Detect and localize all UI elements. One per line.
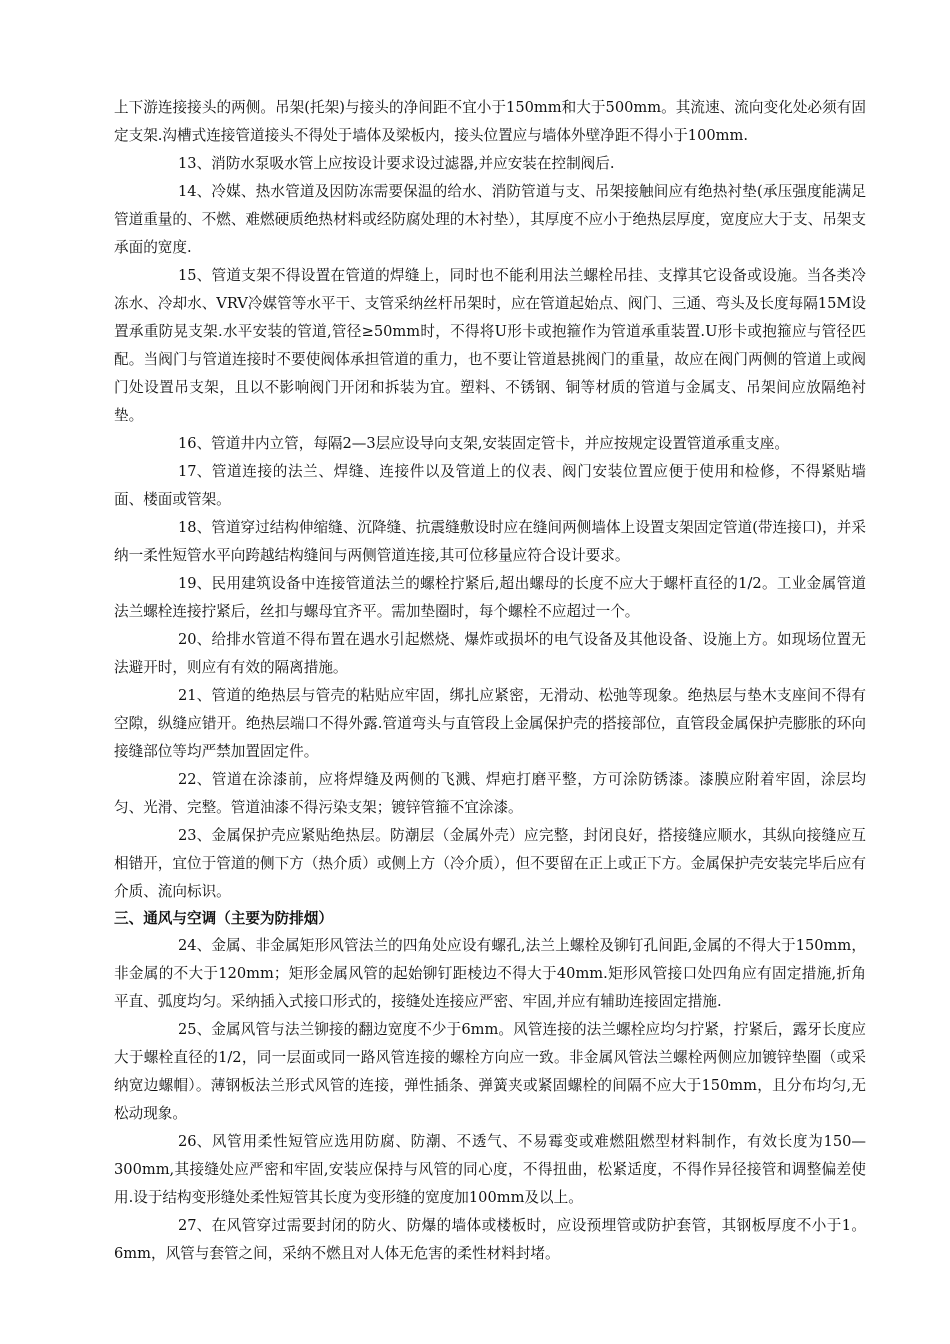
clause-paragraph	[114, 430, 866, 458]
clause-text: 金属风管与法兰铆接的翻边宽度不少于6mm。风管连接的法兰螺栓应均匀拧紧，拧紧后，露牙长度应大于螺栓直径的1/2，同一层面或同一路风管连接的螺栓方向应一致。非金属风管法兰螺栓两侧应加镀锌垫圈（或采纳宽边螺帽）。薄钢板法兰形式风管的连接，弹性插条、弹簧夹或紧固螺栓的间隔不应大于150mm，且分布均匀,无松动现象。	[114, 1021, 866, 1122]
clause-number: 23、	[178, 827, 212, 844]
clause-number: 22、	[178, 771, 212, 788]
clause-number: 24、	[178, 937, 212, 954]
clause-number: 19、	[178, 575, 212, 592]
clause-paragraph	[114, 178, 866, 262]
clause-paragraph	[114, 262, 866, 430]
clause-number: 17、	[178, 463, 212, 480]
clause-paragraph	[114, 822, 866, 906]
clause-paragraph	[114, 682, 866, 766]
clause-text: 风管用柔性短管应选用防腐、防潮、不透气、不易霉变或难燃阻燃型材料制作，有效长度为150—300mm,其接缝处应严密和牢固,安装应保持与风管的同心度，不得扭曲，松紧适度，不得作异径接管和调整偏差使用.设于结构变形缝处柔性短管其长度为变形缝的宽度加100mm及以上。	[114, 1133, 866, 1206]
clause-paragraph	[114, 626, 866, 682]
clause-number: 13、	[178, 155, 212, 172]
clause-number: 25、	[178, 1021, 212, 1038]
clause-paragraph	[114, 458, 866, 514]
clause-list-plumbing	[114, 150, 866, 906]
clause-number: 27、	[178, 1217, 212, 1234]
clause-text: 冷媒、热水管道及因防冻需要保温的给水、消防管道与支、吊架接触间应有绝热衬垫(承压强度能满足管道重量的、不燃、难燃硬质绝热材料或经防腐处理的木衬垫），其厚度不应小于绝热层厚度，宽度应大于支、吊架支承面的宽度.	[114, 183, 866, 256]
clause-text: 消防水泵吸水管上应按设计要求设过滤器,并应安装在控制阀后.	[211, 155, 615, 172]
clause-number: 20、	[178, 631, 212, 648]
clause-text: 金属、非金属矩形风管法兰的四角处应设有螺孔,法兰上螺栓及铆钉孔间距,金属的不得大于150mm，非金属的不大于120mm；矩形金属风管的起始铆钉距棱边不得大于40mm.矩形风管接口处四角应有固定措施,折角平直、弧度均匀。采纳插入式接口形式的，接缝处连接应严密、牢固,并应有辅助连接固定措施.	[114, 937, 866, 1010]
clause-paragraph	[114, 1016, 866, 1128]
clause-text: 给排水管道不得布置在遇水引起燃烧、爆炸或损坏的电气设备及其他设备、设施上方。如现场位置无法避开时，则应有有效的隔离措施。	[114, 631, 866, 676]
clause-paragraph	[114, 766, 866, 822]
clause-paragraph	[114, 1212, 866, 1268]
clause-paragraph	[114, 570, 866, 626]
clause-paragraph	[114, 1128, 866, 1212]
clause-text: 管道的绝热层与管壳的粘贴应牢固，绑扎应紧密，无滑动、松弛等现象。绝热层与垫木支座间不得有空隙，纵缝应错开。绝热层端口不得外露.管道弯头与直管段上金属保护壳的搭接部位，直管段金属保护壳膨胀的环向接缝部位等均严禁加置固定件。	[114, 687, 866, 760]
clause-number: 16、	[178, 435, 212, 452]
intro-paragraph: 上下游连接接头的两侧。吊架(托架)与接头的净间距不宜小于150mm和大于500mm。其流速、流向变化处必须有固定支架.沟槽式连接管道接头不得处于墙体及梁板内，接头位置应与墙体外壁净距不得小于100mm.	[114, 99, 866, 144]
document-page	[114, 94, 866, 1268]
clause-number: 18、	[178, 519, 212, 536]
clause-text: 管道连接的法兰、焊缝、连接件以及管道上的仪表、阀门安装位置应便于使用和检修，不得紧贴墙面、楼面或管架。	[114, 463, 866, 508]
clause-text: 管道支架不得设置在管道的焊缝上，同时也不能利用法兰螺栓吊挂、支撑其它设备或设施。当各类冷冻水、冷却水、VRV冷媒管等水平干、支管采纳丝杆吊架时，应在管道起始点、阀门、三通、弯头及长度每隔15M设置承重防晃支架.水平安装的管道,管径≥50mm时，不得将U形卡或抱箍作为管道承重装置.U形卡或抱箍应与管径匹配。当阀门与管道连接时不要使阀体承担管道的重力，也不要让管道悬挑阀门的重量，故应在阀门两侧的管道上或阀门处设置吊支架，且以不影响阀门开闭和拆装为宜。塑料、不锈钢、铜等材质的管道与金属支、吊架间应放隔绝衬垫。	[114, 267, 866, 424]
clause-text: 管道井内立管，每隔2—3层应设导向支架,安装固定管卡，并应按规定设置管道承重支座。	[211, 435, 789, 452]
clause-text: 管道穿过结构伸缩缝、沉降缝、抗震缝敷设时应在缝间两侧墙体上设置支架固定管道(带连接口)，并采纳一柔性短管水平向跨越结构缝间与两侧管道连接,其可位移量应符合设计要求。	[114, 519, 866, 564]
clause-number: 14、	[178, 183, 212, 200]
clause-paragraph	[114, 514, 866, 570]
clause-paragraph	[114, 150, 866, 178]
section-heading: 三、通风与空调（主要为防排烟）	[114, 910, 333, 927]
clause-text: 金属保护壳应紧贴绝热层。防潮层（金属外壳）应完整，封闭良好，搭接缝应顺水，其纵向接缝应互相错开，宜位于管道的侧下方（热介质）或侧上方（冷介质），但不要留在正上或正下方。金属保护壳安装完毕后应有介质、流向标识。	[114, 827, 866, 900]
clause-number: 26、	[178, 1133, 212, 1150]
clause-text: 在风管穿过需要封闭的防火、防爆的墙体或楼板时，应设预埋管或防护套管，其钢板厚度不小于1。6mm，风管与套管之间，采纳不燃且对人体无危害的柔性材料封堵。	[114, 1217, 866, 1262]
clause-text: 民用建筑设备中连接管道法兰的螺栓拧紧后,超出螺母的长度不应大于螺杆直径的1/2。工业金属管道法兰螺栓连接拧紧后，丝扣与螺母宜齐平。需加垫圈时，每个螺栓不应超过一个。	[114, 575, 866, 620]
clause-list-ventilation	[114, 932, 866, 1268]
clause-number: 21、	[178, 687, 212, 704]
clause-number: 15、	[178, 267, 212, 284]
clause-text: 管道在涂漆前，应将焊缝及两侧的飞溅、焊疤打磨平整，方可涂防锈漆。漆膜应附着牢固，涂层均匀、光滑、完整。管道油漆不得污染支架；镀锌管箍不宜涂漆。	[114, 771, 866, 816]
clause-paragraph	[114, 932, 866, 1016]
